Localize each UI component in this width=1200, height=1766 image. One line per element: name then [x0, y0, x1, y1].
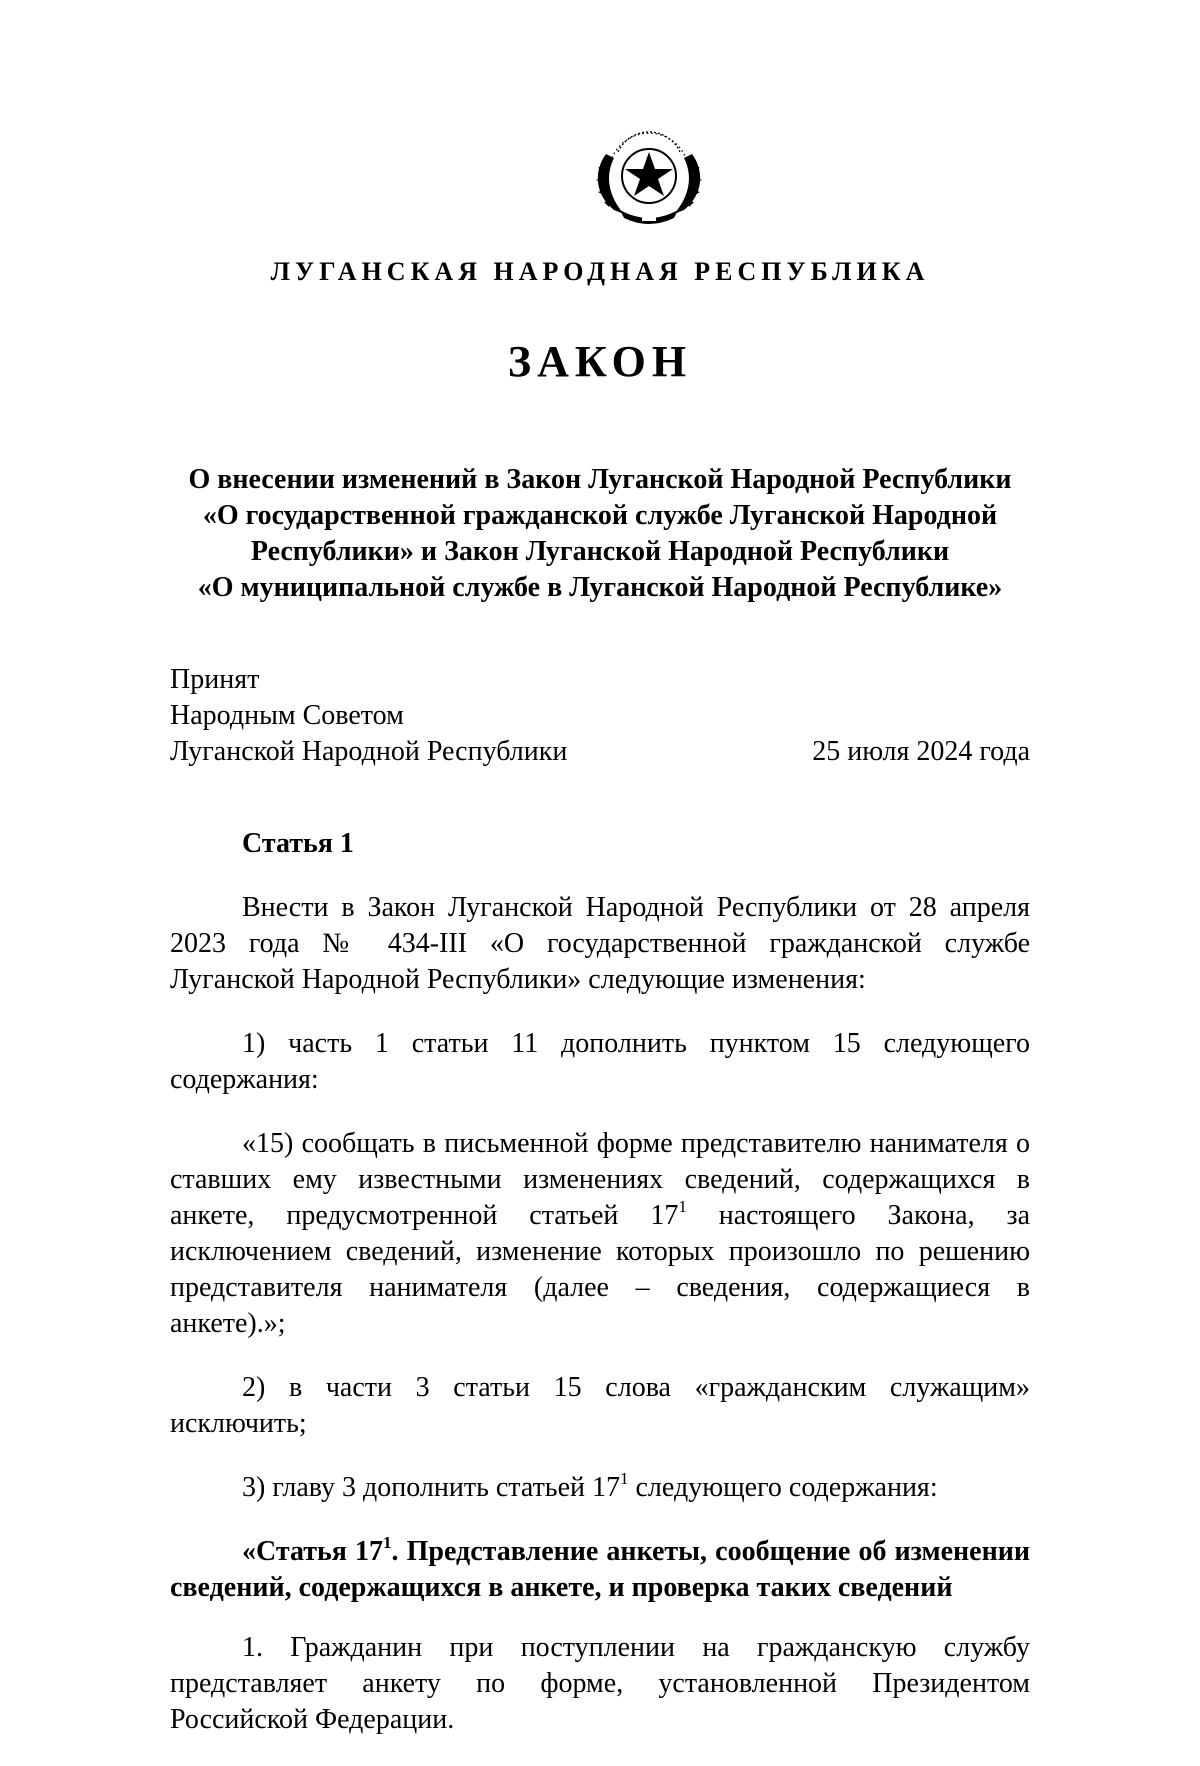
superscript: 1	[383, 1533, 392, 1552]
adopted-by-republic: Луганской Народной Республики	[170, 736, 568, 767]
item-3-text-part-1: 3) главу 3 дополнить статьей 17	[242, 1472, 620, 1503]
title-line-4: «О муниципальной службе в Луганской Народной Республике»	[197, 572, 1003, 603]
article-17-1-point-1: 1. Гражданин при поступлении на гражданскую службу представляет анкету по форме, установленной Президентом Российской Федерации.	[170, 1632, 1030, 1735]
article-17-1-heading	[170, 1534, 1030, 1606]
item-3-text-part-2: следующего содержания:	[628, 1472, 938, 1503]
adoption-date: 25 июля 2024 года	[812, 736, 1030, 767]
title-line-1: О внесении изменений в Закон Луганской Народной Республики	[188, 464, 1012, 495]
adopted-label: Принят	[170, 664, 260, 695]
document-body	[170, 826, 1030, 1766]
law-title	[170, 462, 1030, 606]
article-heading-part-1: «Статья 17	[242, 1536, 384, 1567]
article-heading-part-2: . Представление анкеты, сообщение об изменении сведений, содержащихся в анкете, и проверка таких сведений	[170, 1536, 1030, 1603]
amendment-item-1-text	[170, 1126, 1030, 1342]
amendment-item-3	[170, 1470, 1030, 1506]
quote-text-part-2: настоящего Закона, за исключением сведений, изменение которых произошло по решению представителя нанимателя (далее – сведения, содержащиеся в анкете).»;	[170, 1200, 1030, 1339]
document-type: ЗАКОН	[507, 337, 693, 386]
title-line-2: «О государственной гражданской службе Луганской Народной	[202, 500, 998, 531]
adopted-by-council: Народным Советом	[170, 700, 404, 731]
amendment-item-2: 2) в части 3 статьи 15 слова «гражданским служащим» исключить;	[170, 1372, 1030, 1439]
republic-name: ЛУГАНСКАЯ НАРОДНАЯ РЕСПУБЛИКА	[270, 257, 930, 286]
superscript: 1	[620, 1469, 629, 1488]
superscript: 1	[678, 1197, 687, 1216]
title-line-3: Республики» и Закон Луганской Народной Республики	[250, 536, 950, 567]
article-1-intro: Внести в Закон Луганской Народной Республики от 28 апреля 2023 года № 434-III «О государственной гражданской службе Луганской Народной Республики» следующие изменения:	[170, 892, 1030, 995]
quote-text-part-1: «15) сообщать в письменной форме представителю нанимателя о ставших ему известными изменениях сведений, содержащихся в анкете, предусмотренной статьей 17	[170, 1128, 1030, 1231]
coat-of-arms-icon	[584, 118, 714, 230]
article-1-heading: Статья 1	[242, 828, 354, 859]
amendment-item-1: 1) часть 1 статьи 11 дополнить пунктом 15 следующего содержания:	[170, 1028, 1030, 1095]
adoption-block	[170, 662, 1030, 770]
